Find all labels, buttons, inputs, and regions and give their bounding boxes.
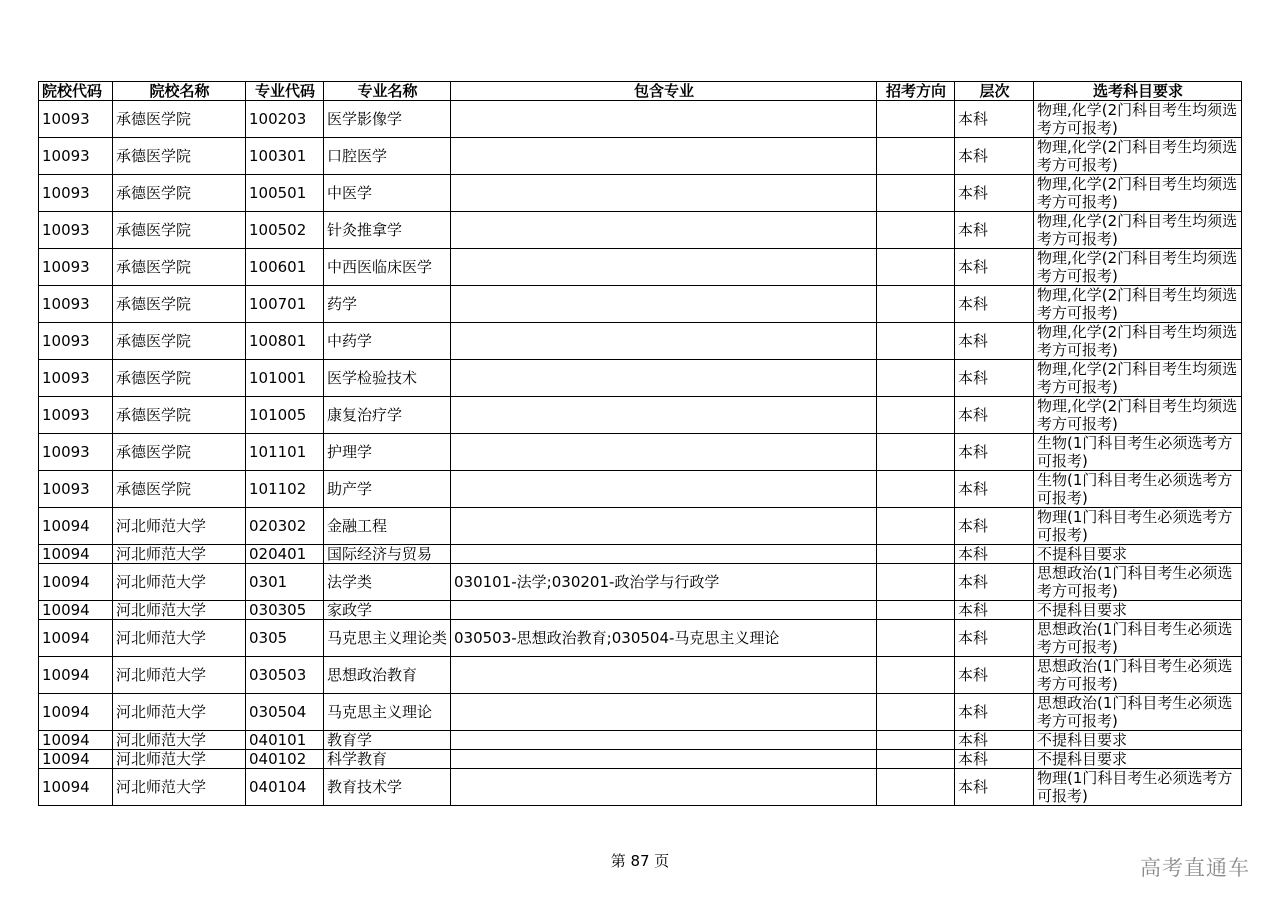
table-body bbox=[39, 101, 1242, 806]
cell-direction bbox=[877, 769, 955, 806]
table-row bbox=[39, 360, 1242, 397]
cell-school-code: 10094 bbox=[39, 694, 113, 731]
cell-direction bbox=[877, 545, 955, 564]
cell-major-name: 科学教育 bbox=[324, 750, 451, 769]
cell-direction bbox=[877, 731, 955, 750]
cell-school-name: 河北师范大学 bbox=[113, 601, 246, 620]
cell-major-name: 助产学 bbox=[324, 471, 451, 508]
cell-direction bbox=[877, 138, 955, 175]
cell-level: 本科 bbox=[955, 731, 1034, 750]
cell-major-name: 中药学 bbox=[324, 323, 451, 360]
cell-subject-requirement: 思想政治(1门科目考生必须选考方可报考) bbox=[1034, 694, 1242, 731]
cell-major-code: 040104 bbox=[246, 769, 324, 806]
cell-direction bbox=[877, 750, 955, 769]
cell-direction bbox=[877, 620, 955, 657]
cell-major-code: 100701 bbox=[246, 286, 324, 323]
table-row bbox=[39, 138, 1242, 175]
cell-major-name: 思想政治教育 bbox=[324, 657, 451, 694]
cell-major-code: 020401 bbox=[246, 545, 324, 564]
cell-level: 本科 bbox=[955, 286, 1034, 323]
table-row bbox=[39, 101, 1242, 138]
cell-direction bbox=[877, 434, 955, 471]
cell-school-name: 河北师范大学 bbox=[113, 620, 246, 657]
cell-school-code: 10093 bbox=[39, 434, 113, 471]
cell-included-majors bbox=[451, 545, 877, 564]
cell-major-name: 中医学 bbox=[324, 175, 451, 212]
cell-major-name: 口腔医学 bbox=[324, 138, 451, 175]
cell-major-name: 法学类 bbox=[324, 564, 451, 601]
cell-school-code: 10093 bbox=[39, 249, 113, 286]
cell-included-majors bbox=[451, 175, 877, 212]
cell-major-name: 护理学 bbox=[324, 434, 451, 471]
cell-direction bbox=[877, 286, 955, 323]
table-row bbox=[39, 769, 1242, 806]
cell-school-name: 承德医学院 bbox=[113, 360, 246, 397]
cell-included-majors bbox=[451, 286, 877, 323]
cell-major-code: 100502 bbox=[246, 212, 324, 249]
cell-major-code: 100801 bbox=[246, 323, 324, 360]
cell-major-name: 教育技术学 bbox=[324, 769, 451, 806]
cell-school-name: 河北师范大学 bbox=[113, 564, 246, 601]
cell-school-name: 承德医学院 bbox=[113, 471, 246, 508]
cell-school-code: 10094 bbox=[39, 601, 113, 620]
header-level: 层次 bbox=[955, 82, 1034, 101]
cell-school-code: 10094 bbox=[39, 545, 113, 564]
cell-major-code: 040102 bbox=[246, 750, 324, 769]
cell-major-code: 100203 bbox=[246, 101, 324, 138]
cell-school-name: 承德医学院 bbox=[113, 397, 246, 434]
cell-included-majors bbox=[451, 434, 877, 471]
cell-school-code: 10093 bbox=[39, 101, 113, 138]
cell-direction bbox=[877, 508, 955, 545]
table-row bbox=[39, 731, 1242, 750]
cell-school-code: 10094 bbox=[39, 731, 113, 750]
header-major-code: 专业代码 bbox=[246, 82, 324, 101]
watermark: 高考直通车 bbox=[1140, 856, 1250, 880]
cell-level: 本科 bbox=[955, 175, 1034, 212]
cell-level: 本科 bbox=[955, 249, 1034, 286]
cell-included-majors: 030101-法学;030201-政治学与行政学 bbox=[451, 564, 877, 601]
cell-school-code: 10093 bbox=[39, 212, 113, 249]
cell-school-code: 10093 bbox=[39, 175, 113, 212]
cell-school-name: 河北师范大学 bbox=[113, 769, 246, 806]
cell-level: 本科 bbox=[955, 657, 1034, 694]
cell-level: 本科 bbox=[955, 434, 1034, 471]
cell-major-name: 家政学 bbox=[324, 601, 451, 620]
cell-included-majors bbox=[451, 731, 877, 750]
cell-school-code: 10094 bbox=[39, 508, 113, 545]
cell-major-code: 020302 bbox=[246, 508, 324, 545]
cell-school-name: 承德医学院 bbox=[113, 175, 246, 212]
cell-major-code: 0305 bbox=[246, 620, 324, 657]
cell-school-name: 承德医学院 bbox=[113, 101, 246, 138]
cell-major-name: 教育学 bbox=[324, 731, 451, 750]
cell-school-code: 10093 bbox=[39, 471, 113, 508]
table-row bbox=[39, 471, 1242, 508]
table-row bbox=[39, 249, 1242, 286]
cell-included-majors bbox=[451, 471, 877, 508]
table-row bbox=[39, 694, 1242, 731]
cell-subject-requirement: 物理,化学(2门科目考生均须选考方可报考) bbox=[1034, 323, 1242, 360]
cell-school-code: 10093 bbox=[39, 397, 113, 434]
header-subject-requirement: 选考科目要求 bbox=[1034, 82, 1242, 101]
cell-school-name: 河北师范大学 bbox=[113, 508, 246, 545]
cell-major-name: 针灸推拿学 bbox=[324, 212, 451, 249]
cell-direction bbox=[877, 175, 955, 212]
cell-school-name: 河北师范大学 bbox=[113, 731, 246, 750]
table-row bbox=[39, 620, 1242, 657]
table-row bbox=[39, 175, 1242, 212]
cell-subject-requirement: 物理,化学(2门科目考生均须选考方可报考) bbox=[1034, 212, 1242, 249]
cell-major-name: 马克思主义理论 bbox=[324, 694, 451, 731]
header-school-name: 院校名称 bbox=[113, 82, 246, 101]
cell-school-name: 河北师范大学 bbox=[113, 657, 246, 694]
cell-level: 本科 bbox=[955, 694, 1034, 731]
cell-subject-requirement: 生物(1门科目考生必须选考方可报考) bbox=[1034, 434, 1242, 471]
cell-included-majors bbox=[451, 138, 877, 175]
cell-major-name: 中西医临床医学 bbox=[324, 249, 451, 286]
header-major-name: 专业名称 bbox=[324, 82, 451, 101]
cell-subject-requirement: 不提科目要求 bbox=[1034, 750, 1242, 769]
cell-subject-requirement: 物理(1门科目考生必须选考方可报考) bbox=[1034, 769, 1242, 806]
cell-school-code: 10094 bbox=[39, 750, 113, 769]
cell-direction bbox=[877, 212, 955, 249]
cell-included-majors bbox=[451, 101, 877, 138]
cell-subject-requirement: 物理,化学(2门科目考生均须选考方可报考) bbox=[1034, 175, 1242, 212]
cell-subject-requirement: 物理,化学(2门科目考生均须选考方可报考) bbox=[1034, 138, 1242, 175]
cell-major-name: 医学影像学 bbox=[324, 101, 451, 138]
cell-school-name: 河北师范大学 bbox=[113, 545, 246, 564]
cell-level: 本科 bbox=[955, 508, 1034, 545]
table-row bbox=[39, 286, 1242, 323]
header-included-majors: 包含专业 bbox=[451, 82, 877, 101]
cell-major-code: 100501 bbox=[246, 175, 324, 212]
cell-subject-requirement: 思想政治(1门科目考生必须选考方可报考) bbox=[1034, 620, 1242, 657]
cell-school-name: 河北师范大学 bbox=[113, 750, 246, 769]
header-row bbox=[39, 82, 1242, 101]
cell-school-name: 承德医学院 bbox=[113, 323, 246, 360]
cell-major-code: 101005 bbox=[246, 397, 324, 434]
cell-major-code: 030503 bbox=[246, 657, 324, 694]
cell-major-code: 0301 bbox=[246, 564, 324, 601]
cell-included-majors bbox=[451, 694, 877, 731]
table-row bbox=[39, 564, 1242, 601]
cell-direction bbox=[877, 397, 955, 434]
cell-subject-requirement: 物理,化学(2门科目考生均须选考方可报考) bbox=[1034, 286, 1242, 323]
cell-included-majors bbox=[451, 360, 877, 397]
table-row bbox=[39, 508, 1242, 545]
cell-subject-requirement: 物理(1门科目考生必须选考方可报考) bbox=[1034, 508, 1242, 545]
cell-major-name: 医学检验技术 bbox=[324, 360, 451, 397]
cell-school-name: 承德医学院 bbox=[113, 212, 246, 249]
cell-direction bbox=[877, 601, 955, 620]
cell-direction bbox=[877, 249, 955, 286]
cell-level: 本科 bbox=[955, 212, 1034, 249]
cell-school-code: 10093 bbox=[39, 286, 113, 323]
cell-subject-requirement: 物理,化学(2门科目考生均须选考方可报考) bbox=[1034, 101, 1242, 138]
cell-level: 本科 bbox=[955, 564, 1034, 601]
cell-included-majors bbox=[451, 769, 877, 806]
cell-major-code: 100301 bbox=[246, 138, 324, 175]
table-row bbox=[39, 212, 1242, 249]
table-row bbox=[39, 657, 1242, 694]
cell-level: 本科 bbox=[955, 620, 1034, 657]
cell-subject-requirement: 生物(1门科目考生必须选考方可报考) bbox=[1034, 471, 1242, 508]
cell-major-name: 康复治疗学 bbox=[324, 397, 451, 434]
cell-subject-requirement: 不提科目要求 bbox=[1034, 731, 1242, 750]
cell-direction bbox=[877, 564, 955, 601]
cell-subject-requirement: 物理,化学(2门科目考生均须选考方可报考) bbox=[1034, 360, 1242, 397]
table-row bbox=[39, 750, 1242, 769]
cell-major-code: 040101 bbox=[246, 731, 324, 750]
cell-school-code: 10094 bbox=[39, 657, 113, 694]
cell-subject-requirement: 思想政治(1门科目考生必须选考方可报考) bbox=[1034, 564, 1242, 601]
cell-school-name: 承德医学院 bbox=[113, 138, 246, 175]
cell-school-code: 10093 bbox=[39, 323, 113, 360]
cell-school-name: 承德医学院 bbox=[113, 249, 246, 286]
header-school-code: 院校代码 bbox=[39, 82, 113, 101]
cell-major-code: 101101 bbox=[246, 434, 324, 471]
cell-included-majors bbox=[451, 212, 877, 249]
cell-direction bbox=[877, 471, 955, 508]
cell-major-code: 101102 bbox=[246, 471, 324, 508]
cell-major-code: 030504 bbox=[246, 694, 324, 731]
cell-school-code: 10093 bbox=[39, 360, 113, 397]
cell-level: 本科 bbox=[955, 471, 1034, 508]
cell-subject-requirement: 物理,化学(2门科目考生均须选考方可报考) bbox=[1034, 397, 1242, 434]
table-row bbox=[39, 323, 1242, 360]
cell-school-code: 10093 bbox=[39, 138, 113, 175]
cell-major-code: 101001 bbox=[246, 360, 324, 397]
cell-level: 本科 bbox=[955, 750, 1034, 769]
cell-included-majors bbox=[451, 397, 877, 434]
cell-included-majors bbox=[451, 323, 877, 360]
cell-major-code: 100601 bbox=[246, 249, 324, 286]
table-row bbox=[39, 601, 1242, 620]
cell-included-majors bbox=[451, 750, 877, 769]
cell-direction bbox=[877, 694, 955, 731]
cell-included-majors bbox=[451, 508, 877, 545]
cell-school-code: 10094 bbox=[39, 769, 113, 806]
cell-level: 本科 bbox=[955, 601, 1034, 620]
table-row bbox=[39, 434, 1242, 471]
cell-included-majors: 030503-思想政治教育;030504-马克思主义理论 bbox=[451, 620, 877, 657]
cell-included-majors bbox=[451, 657, 877, 694]
cell-direction bbox=[877, 101, 955, 138]
page-number: 第 87 页 bbox=[610, 852, 670, 870]
cell-school-name: 河北师范大学 bbox=[113, 694, 246, 731]
admission-table bbox=[38, 81, 1242, 806]
cell-included-majors bbox=[451, 249, 877, 286]
cell-major-name: 药学 bbox=[324, 286, 451, 323]
cell-school-name: 承德医学院 bbox=[113, 434, 246, 471]
cell-level: 本科 bbox=[955, 360, 1034, 397]
header-direction: 招考方向 bbox=[877, 82, 955, 101]
cell-school-code: 10094 bbox=[39, 620, 113, 657]
cell-school-name: 承德医学院 bbox=[113, 286, 246, 323]
cell-subject-requirement: 不提科目要求 bbox=[1034, 545, 1242, 564]
cell-subject-requirement: 思想政治(1门科目考生必须选考方可报考) bbox=[1034, 657, 1242, 694]
cell-level: 本科 bbox=[955, 397, 1034, 434]
cell-direction bbox=[877, 657, 955, 694]
cell-level: 本科 bbox=[955, 138, 1034, 175]
table-row bbox=[39, 545, 1242, 564]
cell-level: 本科 bbox=[955, 545, 1034, 564]
cell-school-code: 10094 bbox=[39, 564, 113, 601]
cell-major-name: 国际经济与贸易 bbox=[324, 545, 451, 564]
cell-major-name: 金融工程 bbox=[324, 508, 451, 545]
cell-level: 本科 bbox=[955, 101, 1034, 138]
cell-level: 本科 bbox=[955, 769, 1034, 806]
cell-included-majors bbox=[451, 601, 877, 620]
table-row bbox=[39, 397, 1242, 434]
cell-subject-requirement: 不提科目要求 bbox=[1034, 601, 1242, 620]
cell-major-code: 030305 bbox=[246, 601, 324, 620]
cell-major-name: 马克思主义理论类 bbox=[324, 620, 451, 657]
cell-level: 本科 bbox=[955, 323, 1034, 360]
cell-subject-requirement: 物理,化学(2门科目考生均须选考方可报考) bbox=[1034, 249, 1242, 286]
cell-direction bbox=[877, 323, 955, 360]
cell-direction bbox=[877, 360, 955, 397]
